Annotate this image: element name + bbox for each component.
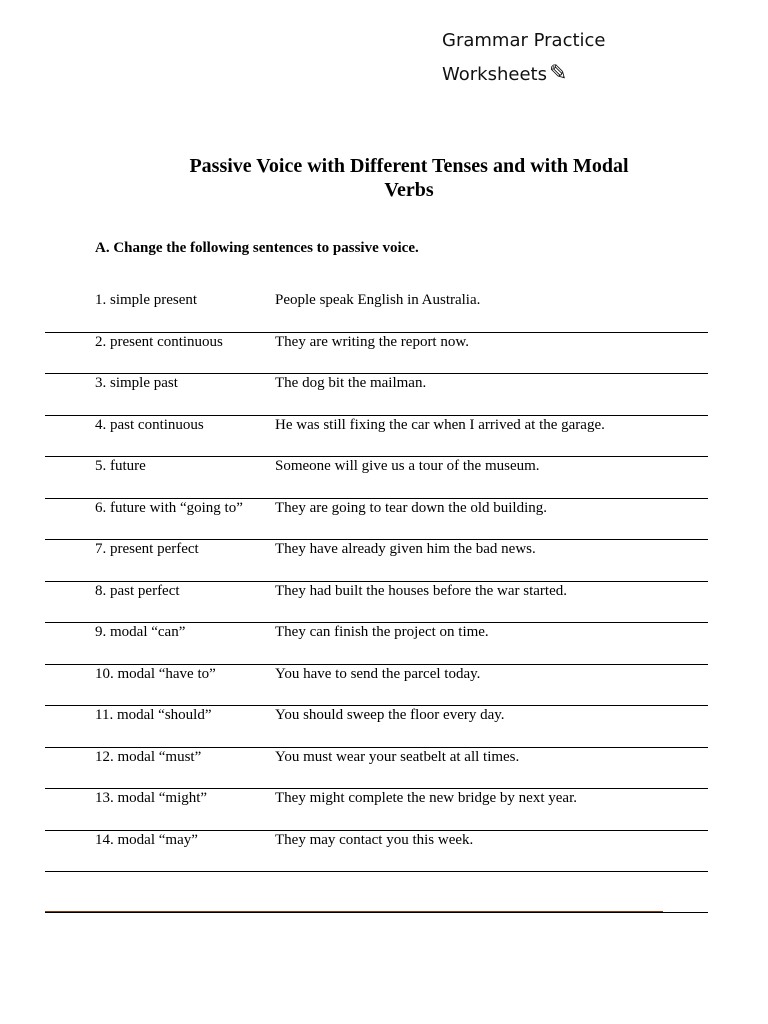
active-sentence: They have already given him the bad news. xyxy=(275,541,536,557)
tense-label: 13. modal “might” xyxy=(95,790,208,806)
exercise-item xyxy=(45,333,708,375)
tense-label: 6. future with “going to” xyxy=(95,499,243,516)
tense-label: 8. past perfect xyxy=(95,582,180,599)
tense-label: 7. present perfect xyxy=(95,541,199,557)
exercise-item xyxy=(45,291,708,333)
exercise-item xyxy=(45,623,708,665)
brand-line-2 xyxy=(442,57,606,91)
exercise-item xyxy=(45,457,708,499)
active-sentence: You should sweep the floor every day. xyxy=(275,707,505,723)
title-line-1: Passive Voice with Different Tenses and with Modal xyxy=(189,155,629,177)
active-sentence: You have to send the parcel today. xyxy=(275,665,481,682)
exercise-list xyxy=(45,291,708,872)
active-sentence: They are going to tear down the old building. xyxy=(275,499,548,516)
active-sentence: They might complete the new bridge by next year. xyxy=(275,790,577,806)
active-sentence: They are writing the report now. xyxy=(275,333,469,350)
exercise-item xyxy=(45,540,708,582)
brand-header xyxy=(442,24,606,91)
active-sentence: The dog bit the mailman. xyxy=(275,375,427,391)
title-line-2: Verbs xyxy=(384,179,434,201)
brand-line-1: Grammar Practice xyxy=(442,30,606,51)
tense-label: 4. past continuous xyxy=(95,416,204,433)
tense-label: 3. simple past xyxy=(95,375,178,391)
pencil-icon: ✎ xyxy=(548,61,568,86)
tense-label: 2. present continuous xyxy=(95,333,223,350)
answer-line[interactable] xyxy=(45,871,708,872)
bottom-rule xyxy=(45,911,663,912)
exercise-item xyxy=(45,499,708,541)
exercise-item xyxy=(45,789,708,831)
active-sentence: Someone will give us a tour of the museum. xyxy=(275,458,540,474)
active-sentence: They had built the houses before the war started. xyxy=(275,582,567,599)
active-sentence: People speak English in Australia. xyxy=(275,292,481,308)
exercise-item xyxy=(45,831,708,873)
answer-line-extra xyxy=(45,912,708,913)
section-instruction: A. Change the following sentences to passive voice. xyxy=(95,240,419,256)
active-sentence: They may contact you this week. xyxy=(275,831,474,848)
active-sentence: You must wear your seatbelt at all times. xyxy=(275,748,520,765)
brand-worksheets-text: Worksheets xyxy=(442,64,547,85)
exercise-item xyxy=(45,374,708,416)
tense-label: 12. modal “must” xyxy=(95,748,202,765)
tense-label: 9. modal “can” xyxy=(95,624,186,640)
page-title xyxy=(150,154,668,202)
exercise-item xyxy=(45,748,708,790)
exercise-item xyxy=(45,582,708,624)
tense-label: 14. modal “may” xyxy=(95,831,198,848)
tense-label: 1. simple present xyxy=(95,292,198,308)
active-sentence: They can finish the project on time. xyxy=(275,624,489,640)
tense-label: 10. modal “have to” xyxy=(95,665,216,682)
exercise-item xyxy=(45,706,708,748)
tense-label: 11. modal “should” xyxy=(95,707,212,723)
tense-label: 5. future xyxy=(95,458,146,474)
active-sentence: He was still fixing the car when I arrived at the garage. xyxy=(275,416,605,433)
exercise-item xyxy=(45,416,708,458)
exercise-item xyxy=(45,665,708,707)
